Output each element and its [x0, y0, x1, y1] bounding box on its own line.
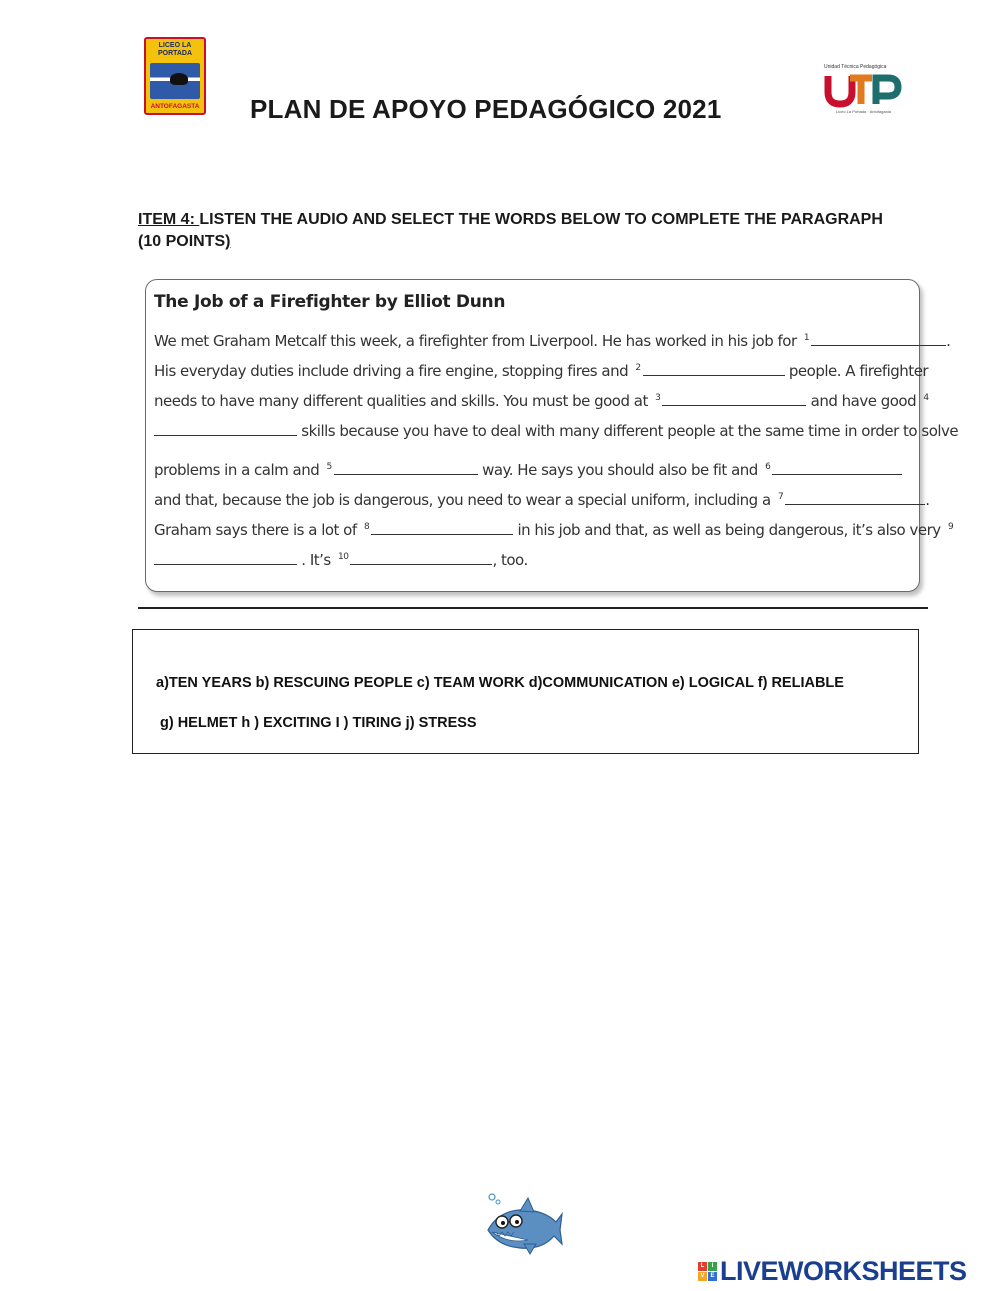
blank-number: 7	[777, 492, 784, 502]
blank-5[interactable]	[334, 462, 478, 475]
passage-text: and that, because the job is dangerous, you need to wear a special uniform, including a	[154, 491, 771, 509]
school-logo-emblem	[150, 63, 200, 99]
blank-number: 1	[803, 333, 810, 343]
utp-logo-mark	[824, 72, 902, 108]
passage-text: and have good	[810, 392, 917, 410]
school-logo-top-text: LICEO LA PORTADA	[157, 42, 193, 57]
logo-block: V	[698, 1272, 707, 1281]
school-logo	[144, 37, 206, 115]
passage-text: , too.	[492, 551, 528, 569]
passage-text: His everyday duties include driving a fire engine, stopping fires and	[154, 362, 629, 380]
passage-text: in his job and that, as well as being dangerous, it’s also very	[517, 521, 941, 539]
passage-text: needs to have many different qualities and skills. You must be good at	[154, 392, 648, 410]
passage-box	[145, 279, 959, 592]
passage-text: way. He says you should also be fit and	[482, 461, 758, 479]
blank-3[interactable]	[662, 393, 806, 406]
liveworksheets-wordmark: LIVEWORKSHEETS	[720, 1255, 967, 1286]
passage-line-1	[154, 332, 950, 350]
item-label: ITEM 4:	[138, 211, 200, 228]
blank-number: 5	[326, 462, 332, 472]
item-instruction	[138, 209, 898, 253]
blank-2[interactable]	[643, 363, 785, 376]
passage-text: skills because you have to deal with many different people at the same time in order to solve	[301, 422, 959, 440]
logo-block: I	[708, 1262, 717, 1271]
logo-block: E	[708, 1272, 717, 1281]
item-instruction-text: LISTEN THE AUDIO AND SELECT THE WORDS BELOW TO COMPLETE THE PARAGRAPH (10 POINTS	[138, 211, 883, 250]
blank-number: 2	[635, 363, 641, 373]
passage-line-3	[154, 392, 931, 410]
liveworksheets-logo-icon	[698, 1262, 717, 1281]
passage-text: people. A firefighter	[788, 362, 929, 380]
logo-block: L	[698, 1262, 707, 1271]
item-instruction-close: )	[225, 233, 231, 250]
passage-text: problems in a calm and	[154, 461, 320, 479]
blank-1[interactable]	[811, 333, 946, 346]
blank-4[interactable]	[154, 423, 297, 436]
school-logo-bottom-text: ANTOFAGASTA	[150, 103, 200, 110]
blank-number: 6	[765, 462, 771, 472]
utp-logo-caption: Unidad Técnica Pedagógica	[824, 64, 887, 70]
passage-line-6	[154, 491, 929, 509]
passage-text: . It’s	[301, 551, 331, 569]
passage-line-7	[154, 521, 955, 539]
word-options-box	[132, 629, 919, 754]
word-options-line-1: a)TEN YEARS b) RESCUING PEOPLE c) TEAM WORK d)COMMUNICATION e) LOGICAL f) RELIABLE	[156, 675, 844, 691]
blank-7[interactable]	[785, 492, 925, 505]
blank-8[interactable]	[371, 522, 513, 535]
page-title: PLAN DE APOYO PEDAGÓGICO 2021	[250, 94, 722, 124]
section-divider	[138, 607, 928, 609]
blank-number: 4	[923, 393, 929, 403]
passage-line-8	[154, 551, 528, 569]
passage-line-4	[154, 422, 958, 440]
blank-number: 3	[655, 393, 661, 403]
blank-number: 10	[338, 552, 349, 562]
word-options-line-2: g) HELMET h ) EXCITING I ) TIRING j) STRESS	[160, 715, 477, 731]
blank-10[interactable]	[350, 552, 492, 565]
passage-line-5	[154, 461, 902, 479]
shark-mascot-icon	[480, 1192, 564, 1258]
passage-line-2	[154, 362, 928, 380]
blank-number: 8	[363, 522, 370, 532]
utp-logo-subcaption: Liceo La Portada · Antofagasta	[836, 109, 891, 114]
passage-text: .	[946, 332, 951, 350]
utp-logo	[822, 62, 904, 116]
blank-number: 9	[947, 522, 954, 532]
passage-text: Graham says there is a lot of	[154, 521, 357, 539]
blank-6[interactable]	[772, 462, 902, 475]
liveworksheets-brand	[698, 1256, 967, 1286]
passage-text: We met Graham Metcalf this week, a firefighter from Liverpool. He has worked in his job for	[154, 332, 797, 350]
blank-9[interactable]	[154, 552, 297, 565]
passage-title: The Job of a Firefighter by Elliot Dunn	[154, 292, 506, 312]
passage-text: .	[925, 491, 930, 509]
